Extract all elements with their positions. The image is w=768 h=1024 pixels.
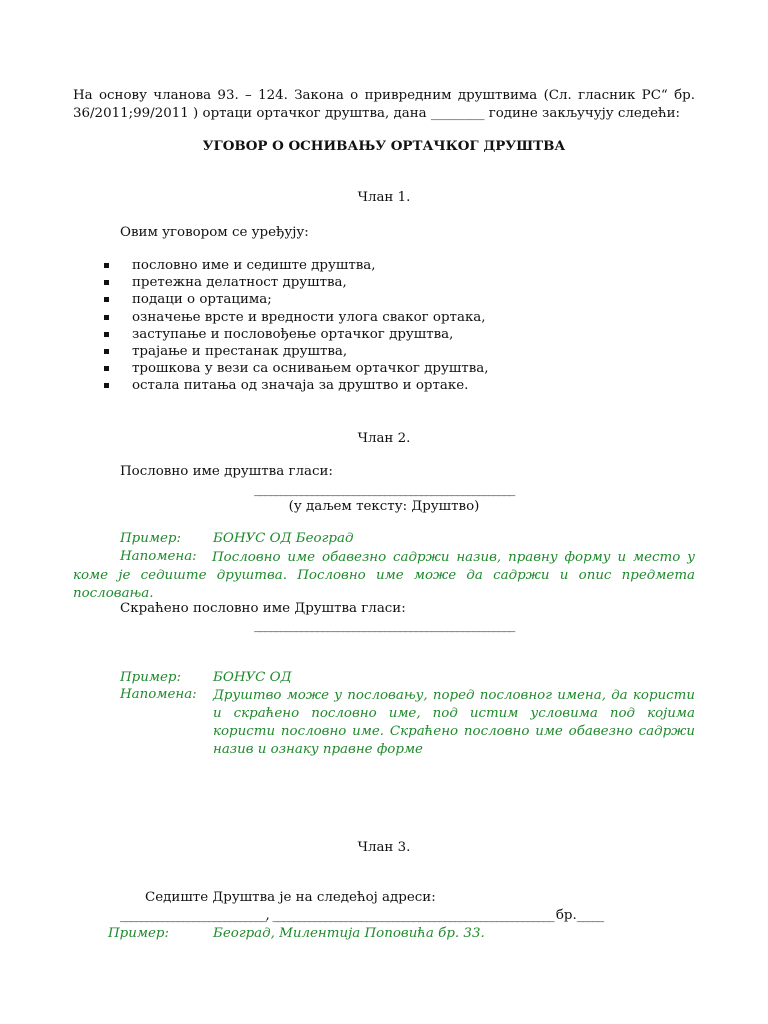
business-name-blank[interactable]: __________________________________________________: [254, 482, 514, 497]
street-blank[interactable]: ______________________________________________________: [272, 908, 554, 923]
short-name-label: Скраћено пословно име Друштва гласи:: [120, 601, 406, 616]
intro-paragraph: На основу чланова 93. – 124. Закона о привредним друштвима (Сл. гласник РС“ бр. 36/2011;99/2011 ) ортаци ортачког друштва, дана ________ године закључују следећи:: [73, 88, 695, 121]
business-name-suffix: (у даљем тексту: Друштво): [288, 499, 480, 514]
example-3-label: Пример:: [108, 926, 169, 941]
address-fields: [120, 908, 603, 923]
example-2-value: БОНУС ОД: [213, 670, 292, 685]
example-2-label: Пример:: [120, 670, 181, 685]
note-text: Пословно име обавезно садржи назив, правну форму и место у коме је седиште друштва. Пословно име може да садржи и опис предмета пословања.: [73, 550, 695, 601]
number-label: бр.: [555, 908, 577, 923]
list-item: подаци о ортацима;: [104, 291, 489, 308]
article-3-heading: Члан 3.: [357, 840, 411, 855]
list-item: пословно име и седиште друштва,: [104, 257, 489, 274]
list-item: остала питања од значаја за друштво и ортаке.: [104, 377, 489, 394]
example-3-value: Београд, Милентија Поповића бр. 33.: [213, 926, 485, 941]
list-item: заступање и пословођење ортачког друштва,: [104, 326, 489, 343]
document-title: УГОВОР О ОСНИВАЊУ ОРТАЧКОГ ДРУШТВА: [202, 138, 566, 154]
list-item: претежна делатност друштва,: [104, 274, 489, 291]
list-item: трошкова у вези са оснивањем ортачког друштва,: [104, 360, 489, 377]
number-blank[interactable]: _____: [576, 908, 603, 923]
note-2-text: Друштво може у пословању, поред пословног имена, да користи и скраћено пословно име, под истим условима под којима користи пословно име. Скраћено пословно име обавезно садржи назив и ознаку правне форме: [213, 688, 695, 757]
business-name-label: Пословно име друштва гласи:: [120, 464, 333, 479]
list-item: означење врсте и вредности улога сваког ортака,: [104, 309, 489, 326]
comma: ,: [265, 908, 270, 923]
article-1-heading: Члан 1.: [357, 190, 411, 205]
city-blank[interactable]: ____________________________: [120, 908, 266, 923]
short-name-blank[interactable]: __________________________________________________: [254, 618, 514, 633]
article-2-heading: Члан 2.: [357, 431, 411, 446]
article-1-list: [104, 257, 489, 395]
address-label: Седиште Друштва је на следећој адреси:: [145, 890, 436, 905]
example-label: Пример:: [120, 531, 181, 546]
note-2-label: Напомена:: [120, 687, 197, 702]
note-label: Напомена:: [120, 549, 197, 564]
article-1-lead: Овим уговором се уређују:: [120, 225, 309, 240]
example-value: БОНУС ОД Београд: [213, 531, 354, 546]
list-item: трајање и престанак друштва,: [104, 343, 489, 360]
